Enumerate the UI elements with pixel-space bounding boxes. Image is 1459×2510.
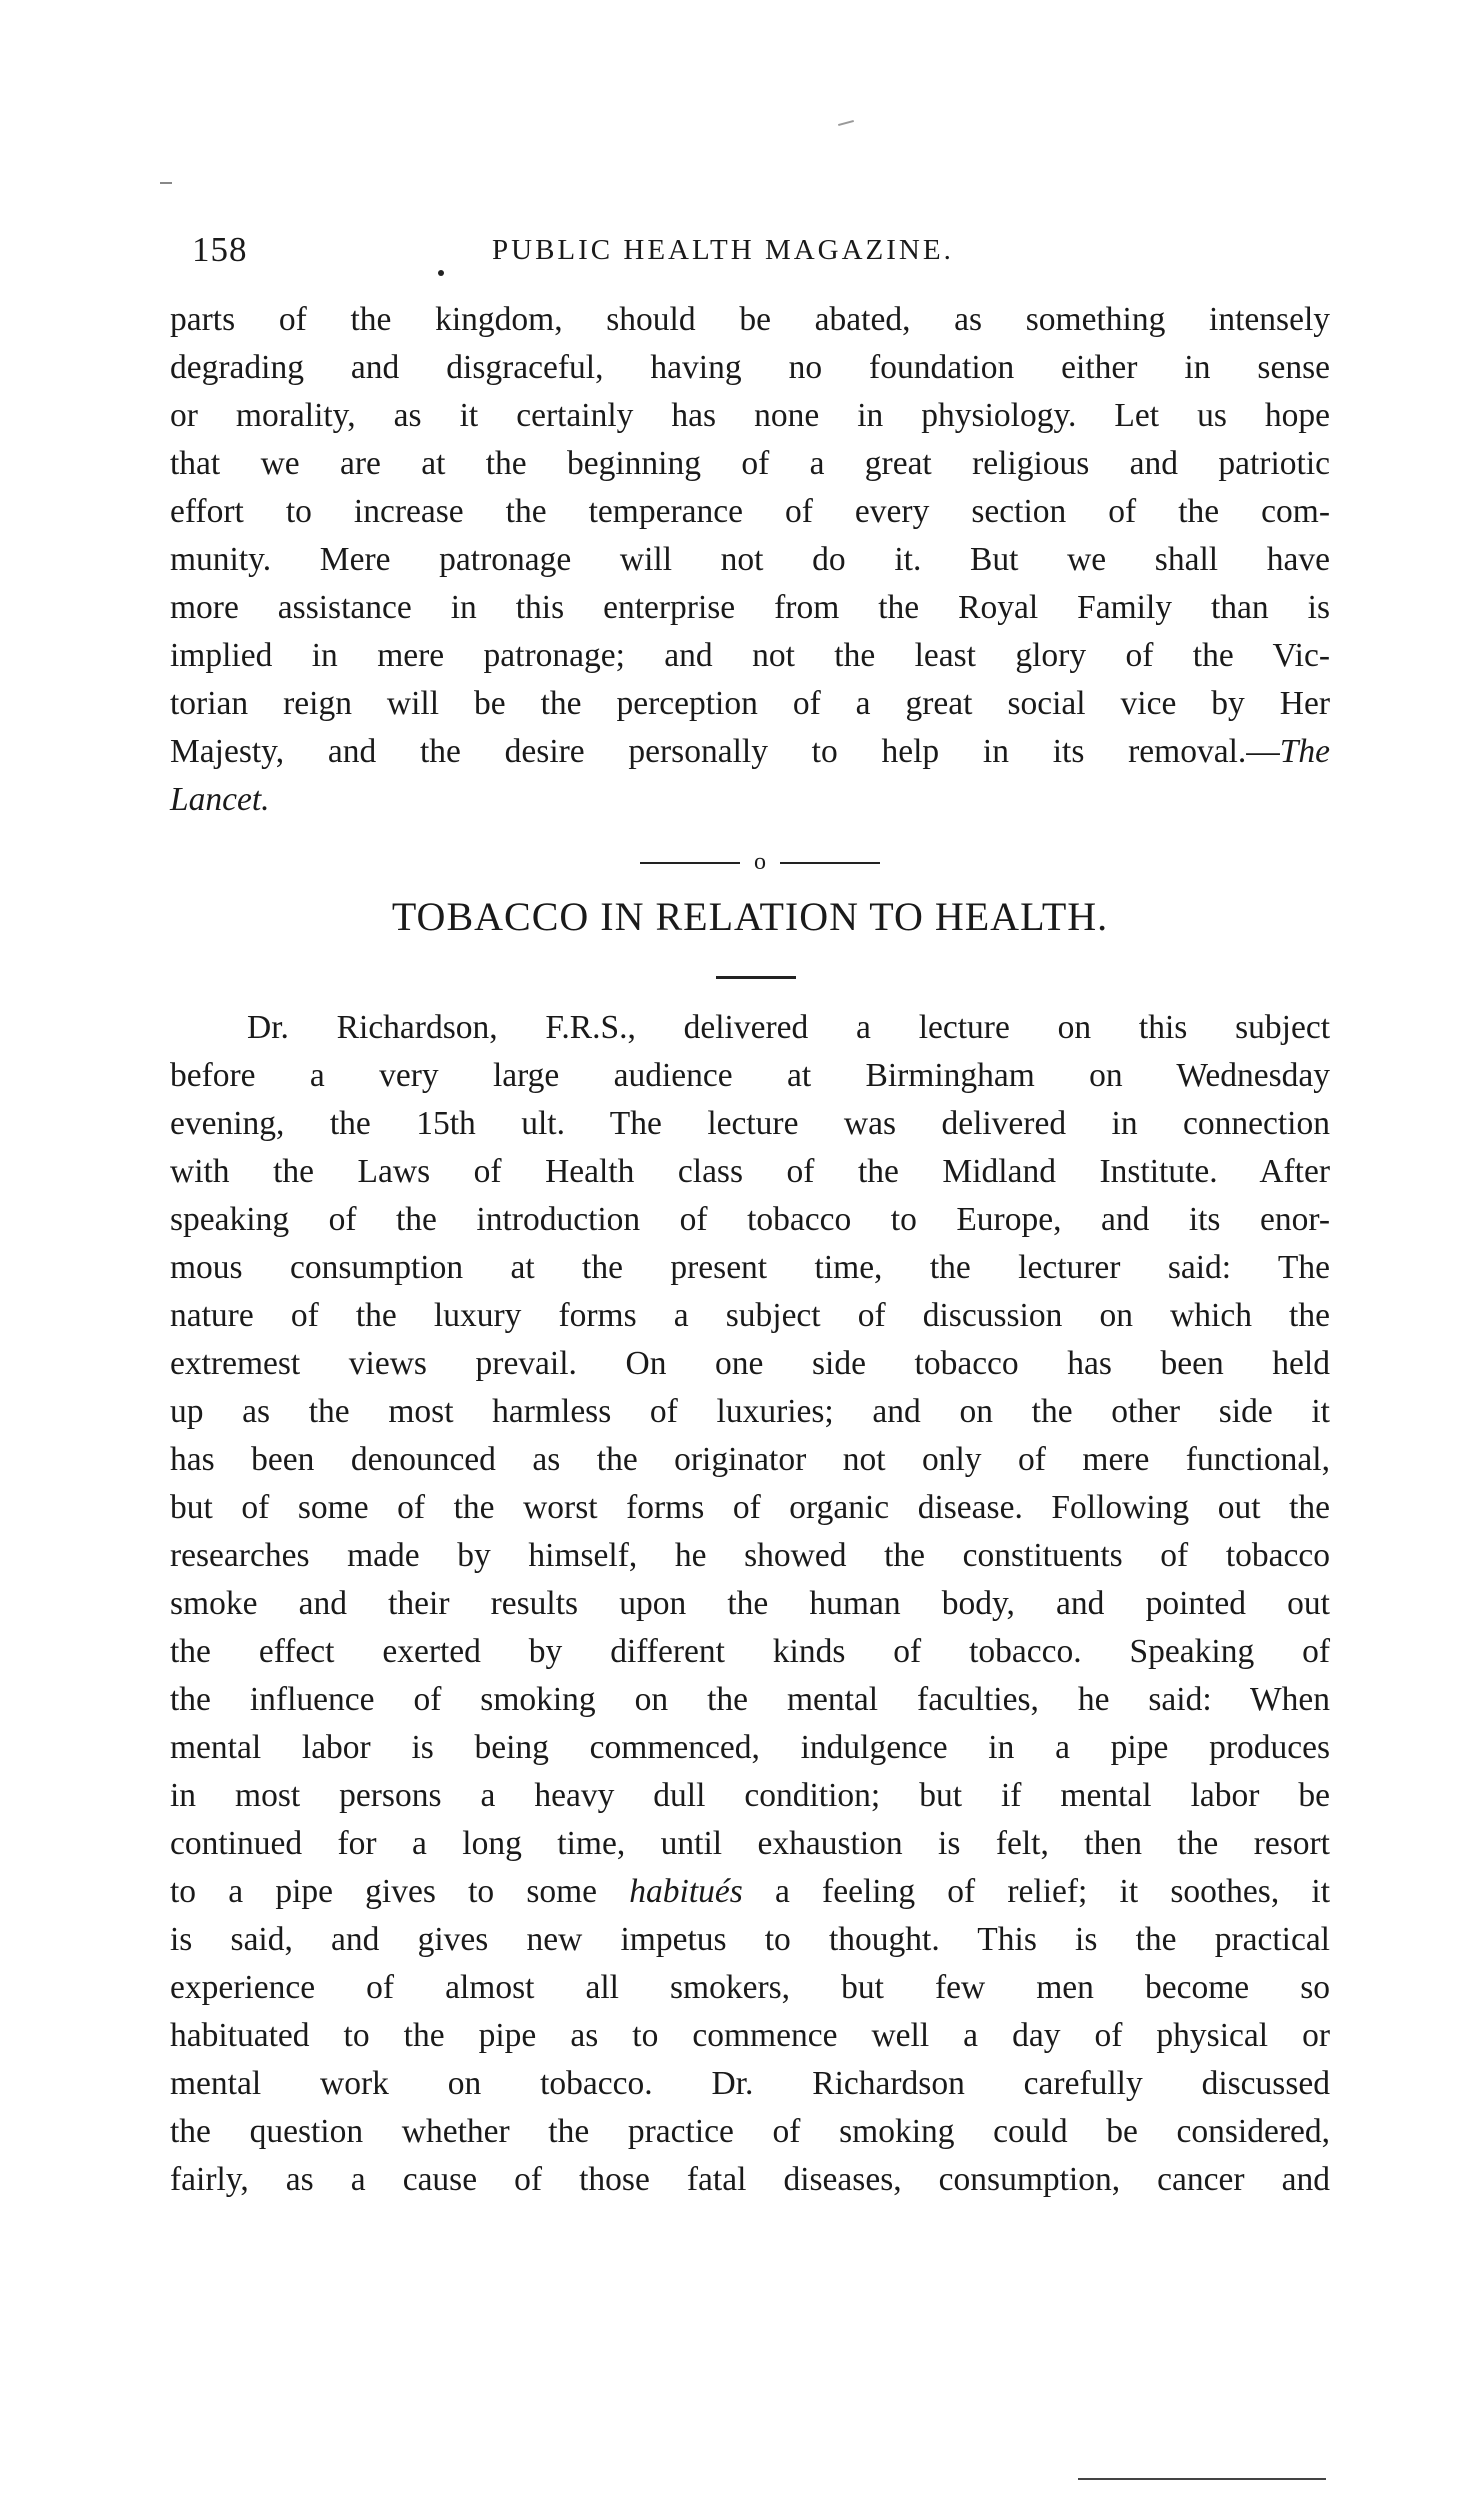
text-line: before a very large audience at Birmingham on Wednesday bbox=[170, 1057, 1330, 1094]
scan-mark bbox=[838, 120, 854, 126]
text-line: evening, the 15th ult. The lecture was delivered in connection bbox=[170, 1105, 1330, 1142]
text-line: effort to increase the temperance of every section of the com- bbox=[170, 493, 1330, 530]
text-line: habituated to the pipe as to commence well a day of physical or bbox=[170, 2017, 1330, 2054]
line-text: a feeling of relief; it soothes, it bbox=[775, 1873, 1331, 1910]
text-line: researches made by himself, he showed the constituents of tobacco bbox=[170, 1537, 1330, 1574]
text-line: in most persons a heavy dull condition; but if mental labor be bbox=[170, 1777, 1330, 1814]
footer-rule bbox=[1078, 2478, 1326, 2480]
ink-dot bbox=[438, 270, 444, 276]
text-line: munity. Mere patronage will not do it. But we shall have bbox=[170, 541, 1330, 578]
italic-term: habitués bbox=[629, 1873, 743, 1910]
text-line: continued for a long time, until exhaustion is felt, then the resort bbox=[170, 1825, 1330, 1862]
divider-rule-right bbox=[780, 862, 880, 864]
text-line: smoke and their results upon the human body, and pointed out bbox=[170, 1585, 1330, 1622]
text-line: fairly, as a cause of those fatal diseases, consumption, cancer and bbox=[170, 2161, 1330, 2198]
divider-glyph: o bbox=[754, 849, 766, 875]
text-line: that we are at the beginning of a great religious and patriotic bbox=[170, 445, 1330, 482]
text-line bbox=[170, 776, 1330, 824]
page-number: 158 bbox=[192, 230, 248, 269]
text-line: up as the most harmless of luxuries; and on the other side it bbox=[170, 1393, 1330, 1430]
text-line: mental work on tobacco. Dr. Richardson carefully discussed bbox=[170, 2065, 1330, 2102]
page-header bbox=[192, 230, 1327, 280]
text-line: mous consumption at the present time, the lecturer said: The bbox=[170, 1249, 1330, 1286]
text-line: the question whether the practice of smoking could be considered, bbox=[170, 2113, 1330, 2150]
text-line: nature of the luxury forms a subject of discussion on which the bbox=[170, 1297, 1330, 1334]
text-line: implied in mere patronage; and not the least glory of the Vic- bbox=[170, 637, 1330, 674]
text-line: Dr. Richardson, F.R.S., delivered a lecture on this subject bbox=[247, 1009, 1330, 1046]
title-rule bbox=[716, 976, 796, 979]
text-line: or morality, as it certainly has none in physiology. Let us hope bbox=[170, 397, 1330, 434]
text-line: extremest views prevail. On one side tobacco has been held bbox=[170, 1345, 1330, 1382]
running-title: PUBLIC HEALTH MAGAZINE. bbox=[492, 234, 954, 266]
text-line: parts of the kingdom, should be abated, as something intensely bbox=[170, 301, 1330, 338]
text-line: speaking of the introduction of tobacco to Europe, and its enor- bbox=[170, 1201, 1330, 1238]
text-line: has been denounced as the originator not only of mere functional, bbox=[170, 1441, 1330, 1478]
text-line: degrading and disgraceful, having no foundation either in sense bbox=[170, 349, 1330, 386]
text-line: mental labor is being commenced, indulgence in a pipe produces bbox=[170, 1729, 1330, 1766]
margin-mark bbox=[160, 182, 172, 184]
text-line: with the Laws of Health class of the Midland Institute. After bbox=[170, 1153, 1330, 1190]
text-line bbox=[170, 728, 1330, 776]
text-line: is said, and gives new impetus to thought. This is the practical bbox=[170, 1921, 1330, 1958]
source-citation: Lancet. bbox=[170, 781, 270, 818]
text-line: the effect exerted by different kinds of tobacco. Speaking of bbox=[170, 1633, 1330, 1670]
article-title: TOBACCO IN RELATION TO HEALTH. bbox=[391, 894, 1109, 939]
source-citation: The bbox=[1279, 733, 1330, 770]
section-divider bbox=[640, 848, 880, 878]
line-text: to a pipe gives to some bbox=[170, 1873, 598, 1910]
text-line: the influence of smoking on the mental faculties, he said: When bbox=[170, 1681, 1330, 1718]
text-line: but of some of the worst forms of organic disease. Following out the bbox=[170, 1489, 1330, 1526]
text-line: torian reign will be the perception of a great social vice by Her bbox=[170, 685, 1330, 722]
text-line: more assistance in this enterprise from the Royal Family than is bbox=[170, 589, 1330, 626]
line-text: Majesty, and the desire personally to help in its removal.— bbox=[170, 733, 1280, 770]
text-line: experience of almost all smokers, but few men become so bbox=[170, 1969, 1330, 2006]
text-line bbox=[170, 1868, 1330, 1916]
